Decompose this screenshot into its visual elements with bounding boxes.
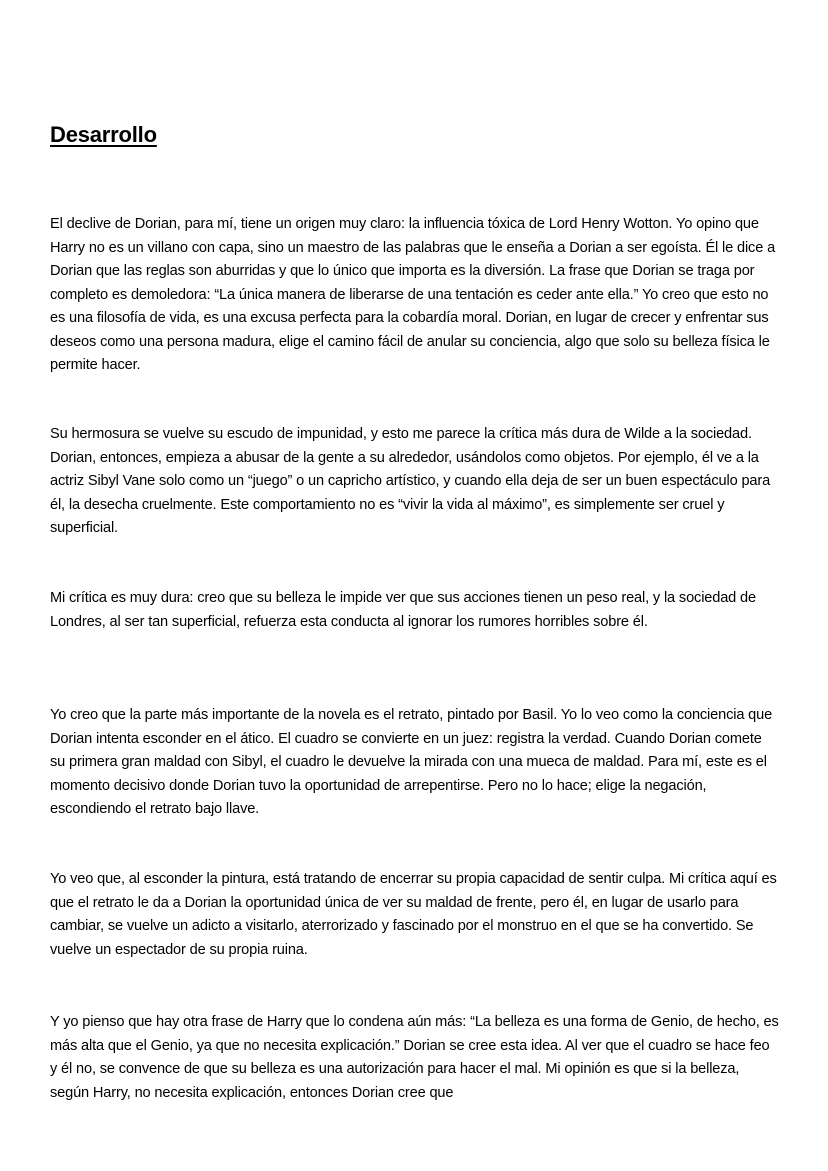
section-heading: Desarrollo xyxy=(50,122,157,147)
paragraph-5: Yo veo que, al esconder la pintura, está tratando de encerrar su propia capacidad de sentir culpa. Mi crítica aquí es que el retrato le da a Dorian la oportunidad única de ver su maldad de frente, pero él, en lugar de usarlo para cambiar, se vuelve un adicto a visitarlo, aterrorizado y fascinado por el monstruo en el que se ha convertido. Se vuelve un espectador de su propia ruina. xyxy=(50,871,777,958)
paragraph-1: El declive de Dorian, para mí, tiene un origen muy claro: la influencia tóxica de Lord Henry Wotton. Yo opino que Harry no es un villano con capa, sino un maestro de las palabras que le enseña a Dorian a ser egoísta. Él le dice a Dorian que las reglas son aburridas y que lo único que importa es la diversión. La frase que Dorian se traga por completo es demoledora: “La única manera de liberarse de una tentación es ceder ante ella.” Yo creo que esto no es una filosofía de vida, es una excusa perfecta para la cobardía moral. Dorian, en lugar de crecer y enfrentar sus deseos como una persona madura, elige el camino fácil de anular su conciencia, algo que solo su belleza física le permite hacer. xyxy=(50,216,776,373)
paragraph-2: Su hermosura se vuelve su escudo de impunidad, y esto me parece la crítica más dura de Wilde a la sociedad. Dorian, entonces, empieza a abusar de la gente a su alrededor, usándolos como objetos. Por ejemplo, él ve a la actriz Sibyl Vane solo como un “juego” o un capricho artístico, y cuando ella deja de ser un buen espectáculo para él, la desecha cruelmente. Este comportamiento no es “vivir la vida al máximo”, es simplemente ser cruel y superficial. xyxy=(50,426,771,536)
paragraph-3: Mi crítica es muy dura: creo que su belleza le impide ver que sus acciones tienen un peso real, y la sociedad de Londres, al ser tan superficial, refuerza esta conducta al ignorar los rumores horribles sobre él. xyxy=(50,590,756,630)
paragraph-6: Y yo pienso que hay otra frase de Harry que lo condena aún más: “La belleza es una forma de Genio, de hecho, es más alta que el Genio, ya que no necesita explicación.” Dorian se cree esta idea. Al ver que el cuadro se hace feo y él no, se convence de que su belleza es una autorización para hacer el mal. Mi opinión es que si la belleza, según Harry, no necesita explicación, entonces Dorian cree que xyxy=(50,1014,779,1101)
paragraph-4: Yo creo que la parte más importante de la novela es el retrato, pintado por Basil. Yo lo veo como la conciencia que Dorian intenta esconder en el ático. El cuadro se convierte en un juez: registra la verdad. Cuando Dorian comete su primera gran maldad con Sibyl, el cuadro le devuelve la mirada con una mueca de maldad. Para mí, este es el momento decisivo donde Dorian tuvo la oportunidad de arrepentirse. Pero no lo hace; elige la negación, escondiendo el retrato bajo llave. xyxy=(50,707,773,817)
